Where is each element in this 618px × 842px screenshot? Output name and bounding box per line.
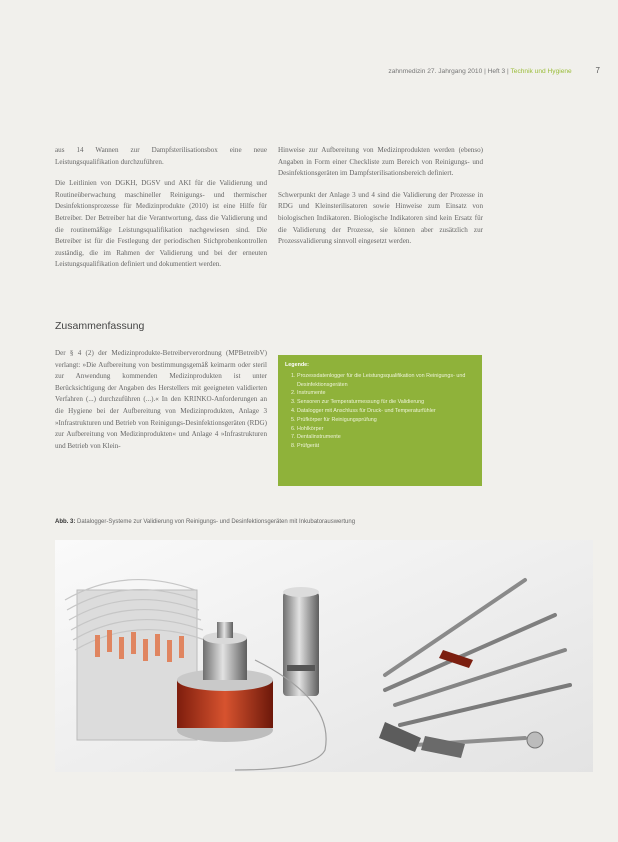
legend-item: 4. Datalogger mit Anschluss für Druck- und Temperaturfühler: [297, 407, 475, 416]
left-column: [55, 145, 267, 281]
product-photo: [55, 540, 593, 772]
legend-item: 7. Dentalinstrumente: [297, 433, 475, 442]
legend-list: [285, 372, 475, 451]
paragraph: Schwerpunkt der Anlage 3 und 4 sind die Validierung der Prozesse in RDG und Kleinsterilisatoren sowie Hinweise zum Einsatz von biologischen Indikatoren. Biologische Indikatoren sind kein Ersatz für die Validierung der Prozesse, sie können aber zusätzlich zur Prozessvalidierung sinnvoll eingesetzt werden.: [278, 190, 483, 246]
figure-caption: [55, 519, 355, 525]
legend-item: 3. Sensoren zur Temperaturmessung für die Validierung: [297, 398, 475, 407]
paragraph: Hinweise zur Aufbereitung von Medizinprodukten werden (ebenso) Angaben in Form einer Checkliste zum Bereich von Reinigungs- und Desinfektionsgeräten im Dampfsterilisationsbereich definiert.: [278, 146, 483, 178]
legend-box: [278, 355, 482, 486]
page-number: 7: [595, 66, 600, 75]
legend-item: 5. Prüfkörper für Reinigungsprüfung: [297, 416, 475, 425]
caption-text: Datalogger-Systeme zur Validierung von Reinigungs- und Desinfektionsgeräten mit Inkubatorauswertung: [75, 519, 356, 525]
legend-item: 1. Prozessdatenlogger für die Leistungsqualifikation von Reinigungs- und Desinfektionsgeräten: [297, 372, 475, 390]
right-column: [278, 145, 483, 258]
left-column-summary: [55, 348, 267, 462]
section-heading: Zusammenfassung: [55, 320, 145, 332]
paragraph: Die Leitlinien von DGKH, DGSV und AKI für die Validierung und Routineüberwachung maschineller Reinigungs- und thermischer Desinfektionsprozesse für Medizinprodukte (2010) ist eine Hilfe für Betreiber. Der Betreiber hat die Verantwortung, dass die Validierung und die routinemäßige Leistungsqualifikation nachgewiesen sind. Die Betreiber ist für die Festlegung der periodischen Stichprobenkontrollen zuständig, die im Rahmen der Validierung und bei der erneuten Leistungsqualifikation definiert und dokumentiert werden.: [55, 179, 267, 269]
paragraph: Der § 4 (2) der Medizinprodukte-Betreiberverordnung (MPBetreibV) verlangt: »Die Aufbereitung von bestimmungsgemäß keimarm oder steril zur Anwendung kommenden Medizinprodukten ist unter Berücksichtigung der Angaben des Herstellers mit geeigneten validierten Verfahren (...) durchzuführen (...).« In den KRINKO-Anforderungen an die Hygiene bei der Aufbereitung von Medizinprodukten, Anlage 3 »Infrastrukturen und Betrieb von Reinigungs-Desinfektionsgeräten (RDG) zur Aufbereitung von Medizinprodukten« und Anlage 4 »Infrastrukturen und Betrieb von Klein-: [55, 349, 267, 450]
legend-item: 6. Hohlkörper: [297, 425, 475, 434]
caption-label: Abb. 3:: [55, 519, 76, 525]
journal-info: zahnmedizin 27. Jahrgang 2010 | Heft 3 |: [388, 68, 511, 75]
section-name: Technik und Hygiene: [510, 68, 572, 75]
legend-item: 8. Prüfgerät: [297, 442, 475, 451]
paragraph: aus 14 Wannen zur Dampfsterilisationsbox eine neue Leistungsqualifikation durchzuführen.: [55, 146, 267, 166]
legend-item: 2. Instrumente: [297, 389, 475, 398]
running-header: [388, 66, 600, 75]
legend-title: Legende:: [285, 362, 309, 368]
